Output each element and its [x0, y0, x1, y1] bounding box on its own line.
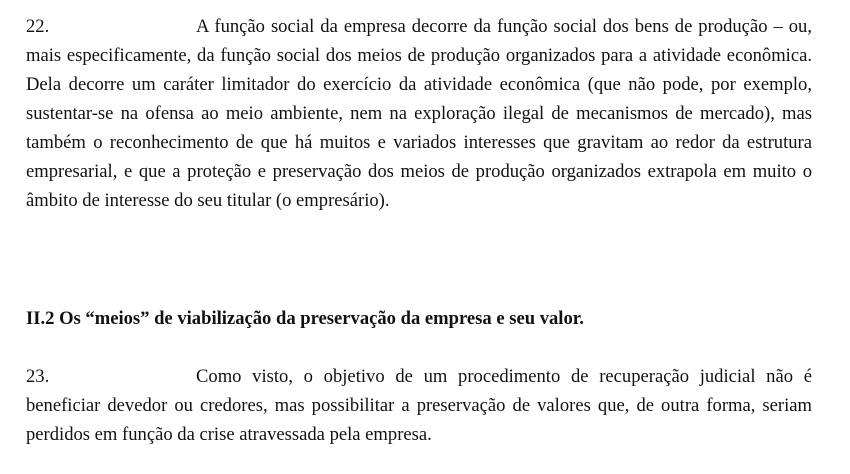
paragraph-text: Como visto, o objetivo de um procedimento de recuperação judicial não é beneficiar devedor ou credores, mas possibilitar a preservação de valores que, de outra forma, seriam perdidos em função da crise atravessada pela empresa. [26, 366, 812, 445]
paragraph-23 [26, 362, 812, 449]
paragraph-number: 23. [26, 366, 50, 387]
paragraph-number: 22. [26, 16, 50, 37]
section-heading: II.2 Os “meios” de viabilização da preservação da empresa e seu valor. [26, 308, 584, 329]
paragraph-22 [26, 12, 812, 215]
paragraph-text: A função social da empresa decorre da função social dos bens de produção – ou, mais especificamente, da função social dos meios de produção organizados para a atividade econômica. Dela decorre um caráter limitador do exercício da atividade econômica (que não pode, por exemplo, sustentar-se na ofensa ao meio ambiente, nem na exploração ilegal de mecanismos de mercado), mas também o reconhecimento de que há muitos e variados interesses que gravitam ao redor da estrutura empresarial, e que a proteção e preservação dos meios de produção organizados extrapola em muito o âmbito de interesse do seu titular (o empresário). [26, 16, 812, 211]
document-page [26, 12, 812, 445]
